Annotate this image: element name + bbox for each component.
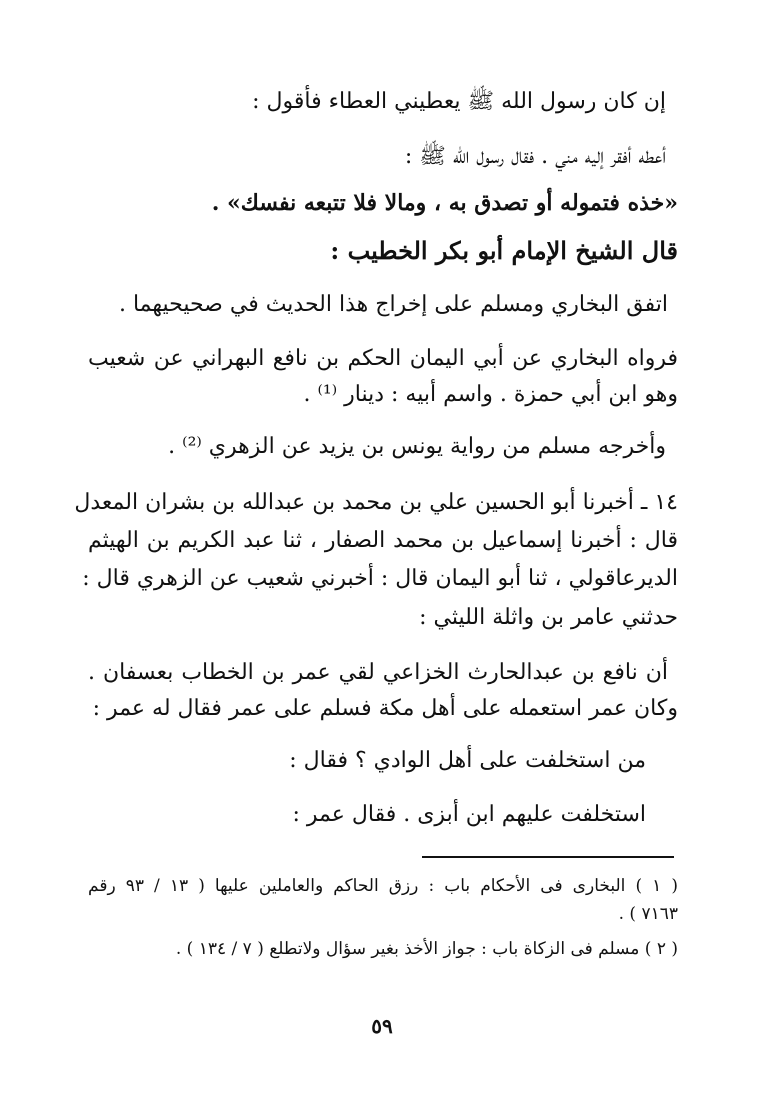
- text-line: قال : أخبرنا إسماعيل بن محمد الصفار ، ثنا عبد الكريم بن الهيثم: [88, 528, 678, 553]
- text-line: وهو ابن أبي حمزة . واسم أبيه : دينار ⁽¹⁾ .: [303, 382, 678, 407]
- text-line: فرواه البخاري عن أبي اليمان الحكم بن نافع البهراني عن شعيب: [88, 346, 678, 371]
- hadith-number-line: ١٤ ـ أخبرنا أبو الحسين علي بن محمد بن عبدالله بن بشران المعدل: [74, 490, 678, 515]
- footnote-line: ( ٢ ) مسلم فى الزكاة باب : جواز الأخذ بغير سؤال ولاتطلع ( ٧ / ١٣٤ ) .: [175, 939, 678, 959]
- text-line: إن كان رسول الله ﷺ يعطيني العطاء فأقول :: [252, 89, 666, 114]
- page-number: ٥٩: [371, 1014, 393, 1038]
- text-line: حدثني عامر بن واثلة الليثي :: [419, 605, 678, 630]
- text-line: الديرعاقولي ، ثنا أبو اليمان قال : أخبرني شعيب عن الزهري قال :: [82, 566, 678, 591]
- hadith-quote-line: «خذه فتموله أو تصدق به ، ومالا فلا تتبعه نفسك» .: [211, 190, 678, 216]
- footnote-line: ( ١ ) البخارى فى الأحكام باب : رزق الحاكم والعاملين عليها ( ١٣ / ٩٣ رقم: [88, 876, 678, 896]
- text-line: اتفق البخاري ومسلم على إخراج هذا الحديث في صحيحيهما .: [118, 292, 668, 317]
- text-line: وأخرجه مسلم من رواية يونس بن يزيد عن الزهري ⁽²⁾ .: [168, 434, 666, 459]
- footnote-divider: [422, 856, 674, 858]
- text-line: أعطه أفقر إليه مني . فقال رسول الله ﷺ :: [404, 144, 666, 169]
- text-line: أن نافع بن عبدالحارث الخزاعي لقي عمر بن الخطاب بعسفان .: [88, 660, 668, 685]
- footnote-line: ٧١٦٣ ) .: [618, 904, 678, 924]
- text-line: من استخلفت على أهل الوادي ؟ فقال :: [289, 748, 646, 773]
- text-line: استخلفت عليهم ابن أبزى . فقال عمر :: [292, 802, 646, 827]
- text-line: وكان عمر استعمله على أهل مكة فسلم على عمر فقال له عمر :: [92, 696, 678, 721]
- section-heading: قال الشيخ الإمام أبو بكر الخطيب :: [330, 236, 678, 265]
